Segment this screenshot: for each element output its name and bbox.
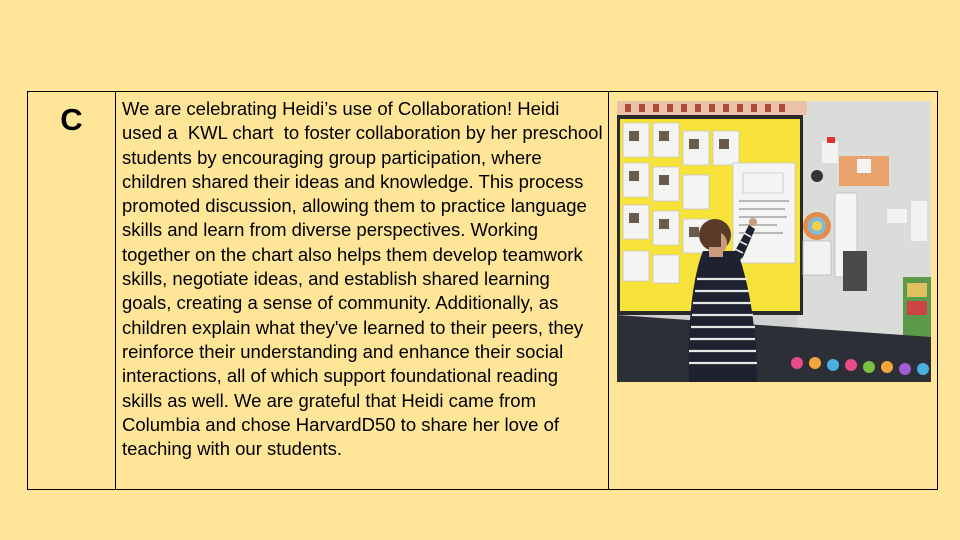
classroom-photo bbox=[617, 101, 931, 382]
description-cell bbox=[116, 92, 609, 489]
letter-cell bbox=[28, 92, 116, 489]
description-text: We are celebrating Heidi’s use of Collaboration! Heidi used a KWL chart to foster collaboration by her preschool students by encouraging group participation, where children shared their ideas and knowledge. This process promoted discussion, allowing them to practice language skills and learn from diverse perspectives. Working together on the chart also helps them develop teamwork skills, negotiate ideas, and establish shared learning goals, creating a sense of community. Additionally, as children explain what they've learned to their peers, they reinforce their understanding and enhance their social interactions, all of which support foundational reading skills as well. We are grateful that Heidi came from Columbia and chose HarvardD50 to share her love of teaching with our students. bbox=[122, 98, 608, 460]
section-letter: C bbox=[60, 102, 83, 137]
photo-cell bbox=[609, 92, 937, 489]
content-table bbox=[27, 91, 938, 490]
